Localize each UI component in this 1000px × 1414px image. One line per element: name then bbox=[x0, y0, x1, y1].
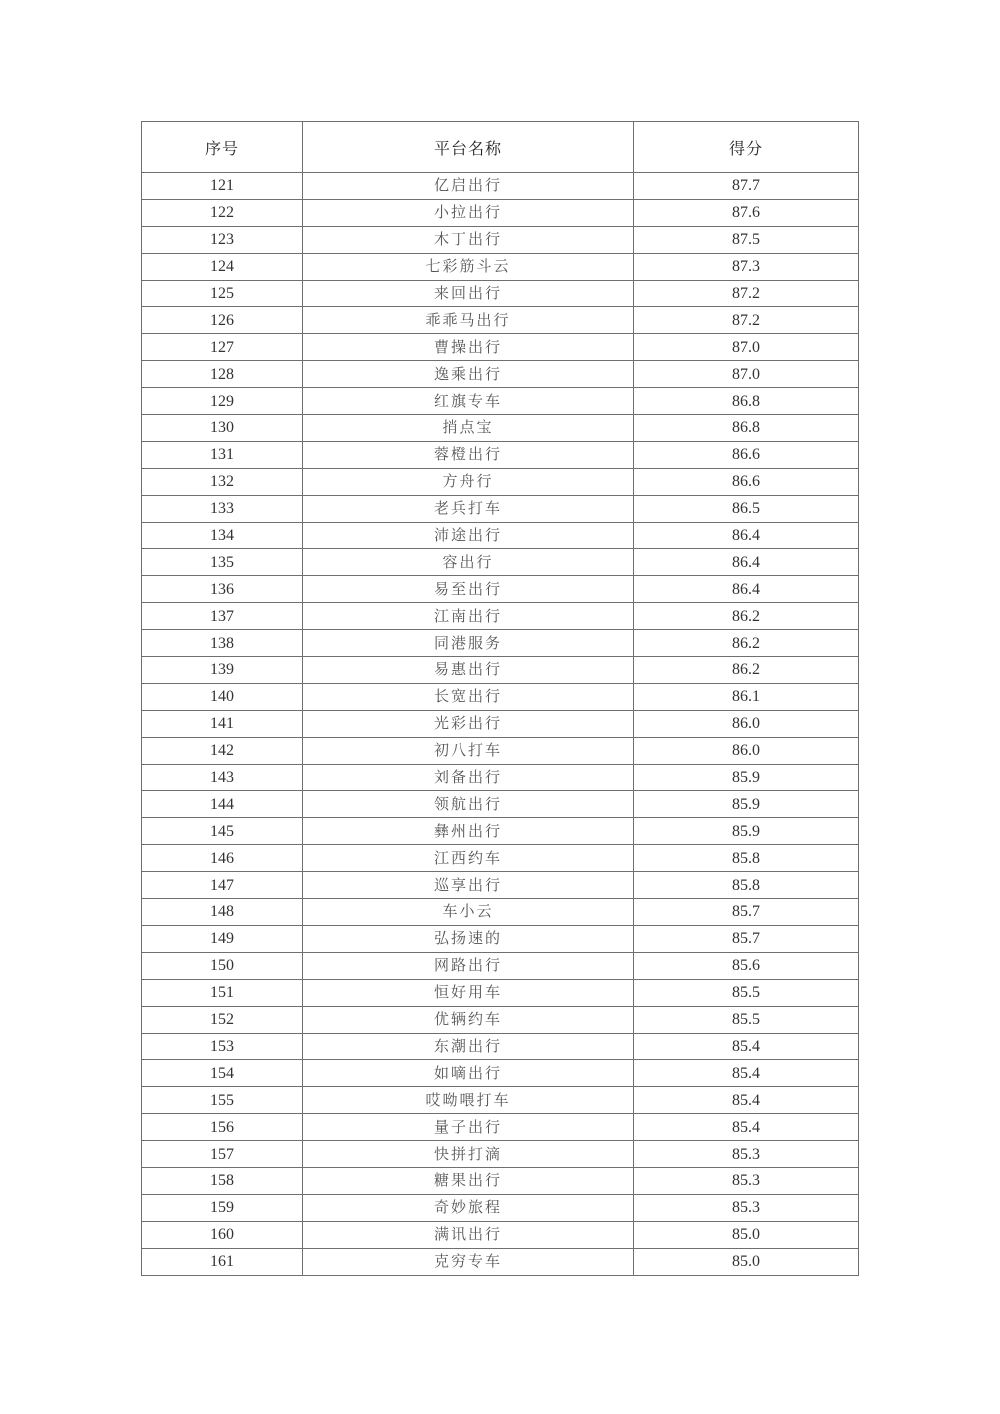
score-value: 85.4 bbox=[634, 1033, 859, 1060]
platform-name: 捎点宝 bbox=[303, 415, 634, 442]
table-row bbox=[142, 522, 859, 549]
platform-name: 沛途出行 bbox=[303, 522, 634, 549]
score-value: 85.4 bbox=[634, 1087, 859, 1114]
table-row bbox=[142, 1248, 859, 1275]
table-row bbox=[142, 603, 859, 630]
score-value: 87.3 bbox=[634, 253, 859, 280]
row-index: 141 bbox=[142, 710, 303, 737]
score-value: 86.8 bbox=[634, 388, 859, 415]
row-index: 137 bbox=[142, 603, 303, 630]
table-row bbox=[142, 1087, 859, 1114]
platform-name: 刘备出行 bbox=[303, 764, 634, 791]
row-index: 136 bbox=[142, 576, 303, 603]
table-row bbox=[142, 1114, 859, 1141]
row-index: 126 bbox=[142, 307, 303, 334]
table-row bbox=[142, 495, 859, 522]
score-value: 86.6 bbox=[634, 468, 859, 495]
score-value: 86.5 bbox=[634, 495, 859, 522]
platform-name: 江南出行 bbox=[303, 603, 634, 630]
table-row bbox=[142, 791, 859, 818]
table-row bbox=[142, 468, 859, 495]
table-header-row bbox=[142, 122, 859, 173]
row-index: 147 bbox=[142, 872, 303, 899]
score-value: 85.7 bbox=[634, 925, 859, 952]
score-value: 85.0 bbox=[634, 1248, 859, 1275]
table-row bbox=[142, 818, 859, 845]
row-index: 128 bbox=[142, 361, 303, 388]
score-value: 85.3 bbox=[634, 1194, 859, 1221]
platform-name: 车小云 bbox=[303, 899, 634, 926]
table-row bbox=[142, 576, 859, 603]
platform-name: 易至出行 bbox=[303, 576, 634, 603]
row-index: 151 bbox=[142, 979, 303, 1006]
table-row bbox=[142, 1033, 859, 1060]
platform-name: 优辆约车 bbox=[303, 1006, 634, 1033]
table-row bbox=[142, 1167, 859, 1194]
platform-name: 糖果出行 bbox=[303, 1167, 634, 1194]
row-index: 135 bbox=[142, 549, 303, 576]
platform-name: 小拉出行 bbox=[303, 199, 634, 226]
platform-score-table bbox=[141, 121, 859, 1276]
row-index: 149 bbox=[142, 925, 303, 952]
row-index: 145 bbox=[142, 818, 303, 845]
platform-name: 快拼打滴 bbox=[303, 1141, 634, 1168]
platform-name: 七彩筋斗云 bbox=[303, 253, 634, 280]
row-index: 150 bbox=[142, 952, 303, 979]
score-value: 85.6 bbox=[634, 952, 859, 979]
row-index: 146 bbox=[142, 845, 303, 872]
row-index: 131 bbox=[142, 441, 303, 468]
table-row bbox=[142, 1060, 859, 1087]
score-value: 85.9 bbox=[634, 818, 859, 845]
table-row bbox=[142, 899, 859, 926]
score-value: 86.0 bbox=[634, 737, 859, 764]
platform-name: 奇妙旅程 bbox=[303, 1194, 634, 1221]
platform-name: 红旗专车 bbox=[303, 388, 634, 415]
table-row bbox=[142, 979, 859, 1006]
score-value: 86.2 bbox=[634, 630, 859, 657]
table-row bbox=[142, 630, 859, 657]
platform-name: 弘扬速的 bbox=[303, 925, 634, 952]
table-row bbox=[142, 307, 859, 334]
document-page bbox=[141, 121, 858, 1276]
platform-name: 初八打车 bbox=[303, 737, 634, 764]
table-row bbox=[142, 173, 859, 200]
platform-name: 量子出行 bbox=[303, 1114, 634, 1141]
row-index: 148 bbox=[142, 899, 303, 926]
platform-name: 哎呦喂打车 bbox=[303, 1087, 634, 1114]
table-row bbox=[142, 199, 859, 226]
platform-name: 老兵打车 bbox=[303, 495, 634, 522]
table-row bbox=[142, 1006, 859, 1033]
score-value: 86.1 bbox=[634, 683, 859, 710]
platform-name: 东潮出行 bbox=[303, 1033, 634, 1060]
score-value: 85.8 bbox=[634, 845, 859, 872]
table-row bbox=[142, 764, 859, 791]
platform-name: 满讯出行 bbox=[303, 1221, 634, 1248]
platform-name: 乖乖马出行 bbox=[303, 307, 634, 334]
platform-name: 彝州出行 bbox=[303, 818, 634, 845]
platform-name: 同港服务 bbox=[303, 630, 634, 657]
platform-name: 曹操出行 bbox=[303, 334, 634, 361]
platform-name: 巡享出行 bbox=[303, 872, 634, 899]
platform-name: 蓉橙出行 bbox=[303, 441, 634, 468]
row-index: 152 bbox=[142, 1006, 303, 1033]
platform-name: 长宽出行 bbox=[303, 683, 634, 710]
row-index: 125 bbox=[142, 280, 303, 307]
table-row bbox=[142, 925, 859, 952]
score-value: 86.2 bbox=[634, 603, 859, 630]
score-value: 85.9 bbox=[634, 764, 859, 791]
row-index: 142 bbox=[142, 737, 303, 764]
header-index: 序号 bbox=[142, 122, 303, 173]
table-body bbox=[142, 173, 859, 1276]
row-index: 140 bbox=[142, 683, 303, 710]
platform-name: 来回出行 bbox=[303, 280, 634, 307]
table-row bbox=[142, 952, 859, 979]
score-value: 85.3 bbox=[634, 1167, 859, 1194]
row-index: 157 bbox=[142, 1141, 303, 1168]
row-index: 138 bbox=[142, 630, 303, 657]
score-value: 86.0 bbox=[634, 710, 859, 737]
score-value: 86.4 bbox=[634, 549, 859, 576]
row-index: 153 bbox=[142, 1033, 303, 1060]
score-value: 87.2 bbox=[634, 280, 859, 307]
row-index: 122 bbox=[142, 199, 303, 226]
table-row bbox=[142, 280, 859, 307]
row-index: 154 bbox=[142, 1060, 303, 1087]
table-row bbox=[142, 334, 859, 361]
row-index: 155 bbox=[142, 1087, 303, 1114]
platform-name: 方舟行 bbox=[303, 468, 634, 495]
score-value: 85.0 bbox=[634, 1221, 859, 1248]
platform-name: 如嘀出行 bbox=[303, 1060, 634, 1087]
platform-name: 容出行 bbox=[303, 549, 634, 576]
header-platform-name: 平台名称 bbox=[303, 122, 634, 173]
table-row bbox=[142, 415, 859, 442]
row-index: 124 bbox=[142, 253, 303, 280]
score-value: 85.7 bbox=[634, 899, 859, 926]
platform-name: 克穷专车 bbox=[303, 1248, 634, 1275]
score-value: 86.8 bbox=[634, 415, 859, 442]
row-index: 160 bbox=[142, 1221, 303, 1248]
platform-name: 恒好用车 bbox=[303, 979, 634, 1006]
table-row bbox=[142, 1141, 859, 1168]
score-value: 87.0 bbox=[634, 361, 859, 388]
table-row bbox=[142, 361, 859, 388]
row-index: 144 bbox=[142, 791, 303, 818]
platform-name: 江西约车 bbox=[303, 845, 634, 872]
table-row bbox=[142, 872, 859, 899]
row-index: 130 bbox=[142, 415, 303, 442]
row-index: 143 bbox=[142, 764, 303, 791]
score-value: 86.2 bbox=[634, 657, 859, 684]
table-row bbox=[142, 226, 859, 253]
row-index: 127 bbox=[142, 334, 303, 361]
score-value: 85.5 bbox=[634, 979, 859, 1006]
row-index: 132 bbox=[142, 468, 303, 495]
platform-name: 光彩出行 bbox=[303, 710, 634, 737]
score-value: 85.4 bbox=[634, 1114, 859, 1141]
row-index: 133 bbox=[142, 495, 303, 522]
table-row bbox=[142, 845, 859, 872]
table-row bbox=[142, 683, 859, 710]
score-value: 85.3 bbox=[634, 1141, 859, 1168]
platform-name: 亿启出行 bbox=[303, 173, 634, 200]
row-index: 129 bbox=[142, 388, 303, 415]
table-row bbox=[142, 441, 859, 468]
score-value: 87.2 bbox=[634, 307, 859, 334]
table-row bbox=[142, 657, 859, 684]
score-value: 86.6 bbox=[634, 441, 859, 468]
row-index: 159 bbox=[142, 1194, 303, 1221]
table-row bbox=[142, 253, 859, 280]
platform-name: 领航出行 bbox=[303, 791, 634, 818]
row-index: 161 bbox=[142, 1248, 303, 1275]
score-value: 87.6 bbox=[634, 199, 859, 226]
row-index: 123 bbox=[142, 226, 303, 253]
platform-name: 逸乘出行 bbox=[303, 361, 634, 388]
score-value: 87.5 bbox=[634, 226, 859, 253]
header-score: 得分 bbox=[634, 122, 859, 173]
platform-name: 木丁出行 bbox=[303, 226, 634, 253]
row-index: 158 bbox=[142, 1167, 303, 1194]
score-value: 85.8 bbox=[634, 872, 859, 899]
row-index: 156 bbox=[142, 1114, 303, 1141]
table-row bbox=[142, 1221, 859, 1248]
row-index: 139 bbox=[142, 657, 303, 684]
table-row bbox=[142, 710, 859, 737]
platform-name: 网路出行 bbox=[303, 952, 634, 979]
row-index: 121 bbox=[142, 173, 303, 200]
platform-name: 易惠出行 bbox=[303, 657, 634, 684]
score-value: 87.0 bbox=[634, 334, 859, 361]
score-value: 86.4 bbox=[634, 522, 859, 549]
score-value: 85.4 bbox=[634, 1060, 859, 1087]
score-value: 87.7 bbox=[634, 173, 859, 200]
score-value: 86.4 bbox=[634, 576, 859, 603]
table-row bbox=[142, 1194, 859, 1221]
score-value: 85.9 bbox=[634, 791, 859, 818]
table-row bbox=[142, 388, 859, 415]
table-row bbox=[142, 549, 859, 576]
table-row bbox=[142, 737, 859, 764]
row-index: 134 bbox=[142, 522, 303, 549]
score-value: 85.5 bbox=[634, 1006, 859, 1033]
